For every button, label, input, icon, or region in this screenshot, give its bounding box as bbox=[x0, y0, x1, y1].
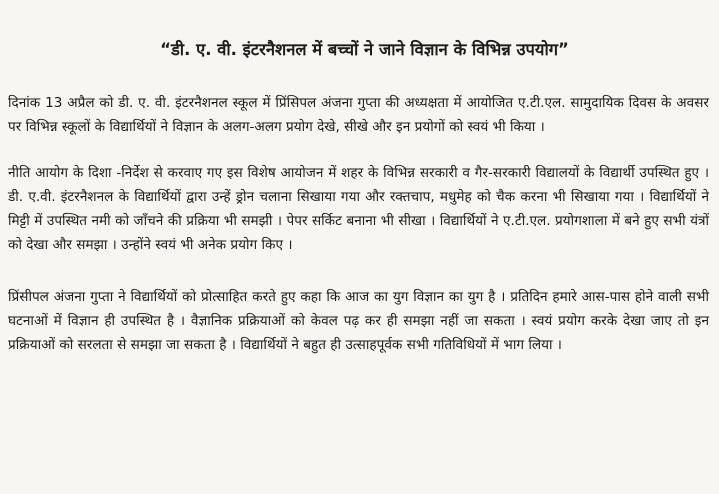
paragraph-principal-remarks: प्रिंसीपल अंजना गुप्ता ने विद्यार्थियों को प्रोत्साहित करते हुए कहा कि आज का युग विज्ञान का युग है । प्रतिदिन हमारे आस-पास होने वाली सभी घटनाओं में विज्ञान ही उपस्थित है । वैज्ञानिक प्रक्रियाओं को केवल पढ़ कर ही समझा नहीं जा सकता । स्वयं प्रयोग करके देखा जाए तो इन प्रक्रियाओं को सरलता से समझा जा सकता है । विद्यार्थियों ने बहुत ही उत्साहपूर्वक सभी गतिविधियों में भाग लिया । bbox=[8, 289, 709, 353]
paragraph-event-details: नीति आयोग के दिशा -निर्देश से करवाए गए इस विशेष आयोजन में शहर के विभिन्न सरकारी व गैर-सरकारी विद्यालयों के विद्यार्थी उपस्थित हुए । डी. ए.वी. इंटरनैशनल के विद्यार्थियों द्वारा उन्हें ड्रोन चलाना सिखाया गया और रक्तचाप, मधुमेह को चैक करना भी सिखाया गया । विद्यार्थियों ने मिट्टी में उपस्थित नमी को जाँचने की प्रक्रिया भी समझी । पेपर सर्किट बनाना भी सीखा । विद्यार्थियों ने ए.टी.एल. प्रयोगशाला में बने हुए सभी यंत्रों को देखा और समझा । उन्होंने स्वयं भी अनेक प्रयोग किए । bbox=[8, 165, 709, 253]
paragraph-event-intro: दिनांक 13 अप्रैल को डी. ए. वी. इंटरनैशनल स्कूल में प्रिंसिपल अंजना गुप्ता की अध्यक्षता में आयोजित ए.टी.एल. सामुदायिक दिवस के अवसर पर विभिन्न स्कूलों के विद्यार्थियों ने विज्ञान के अलग-अलग प्रयोग देखे, सीखे और इन प्रयोगों को स्वयं भी किया । bbox=[8, 95, 709, 135]
article-title: “डी. ए. वी. इंटरनैशनल में बच्चों ने जाने विज्ञान के विभिन्न उपयोग” bbox=[160, 40, 569, 59]
